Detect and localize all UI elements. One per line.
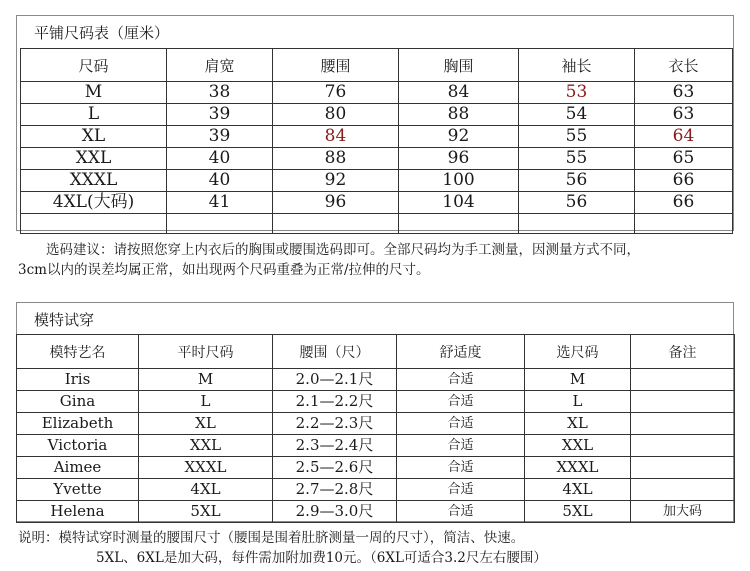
usual-size-cell: L (139, 391, 273, 413)
waist-cell: 2.5—2.6尺 (273, 457, 397, 479)
comfort-cell: 合适 (397, 435, 525, 457)
usual-size-cell: 5XL (139, 501, 273, 523)
bust-cell: 88 (399, 104, 519, 126)
sleeve-cell: 53 (519, 82, 635, 104)
waist-cell: 2.1—2.2尺 (273, 391, 397, 413)
model-tryon-title: 模特试穿 (34, 311, 95, 329)
shoulder-cell: 41 (167, 192, 273, 214)
waist-cell: 2.0—2.1尺 (273, 369, 397, 391)
chosen-size-cell: XXXL (525, 457, 631, 479)
chosen-size-cell: XL (525, 413, 631, 435)
waist-cell: 76 (273, 82, 399, 104)
size-chart-title: 平铺尺码表（厘米） (34, 24, 170, 42)
bust-cell: 96 (399, 148, 519, 170)
header-chosen-size: 选尺码 (525, 335, 631, 369)
chosen-size-cell: XXL (525, 435, 631, 457)
size-advice-note-continued: 3cm以内的误差均属正常，如出现两个尺码重叠为正常/拉伸的尺寸。 (18, 262, 430, 278)
bust-cell: 104 (399, 192, 519, 214)
header-waist: 腰围 (273, 49, 399, 82)
model-name-cell: Aimee (17, 457, 139, 479)
length-cell: 66 (635, 192, 733, 214)
model-name-cell: Helena (17, 501, 139, 523)
header-bust: 胸围 (399, 49, 519, 82)
waist-cell: 84 (273, 126, 399, 148)
comfort-cell: 合适 (397, 479, 525, 501)
shoulder-cell: 39 (167, 126, 273, 148)
model-name-cell: Yvette (17, 479, 139, 501)
size-cell: M (21, 82, 167, 104)
model-tryon-table (16, 334, 735, 523)
bust-cell: 84 (399, 82, 519, 104)
bust-cell: 92 (399, 126, 519, 148)
size-row (21, 148, 733, 170)
comfort-cell: 合适 (397, 501, 525, 523)
model-row (17, 369, 735, 391)
chosen-size-cell: L (525, 391, 631, 413)
shoulder-cell: 39 (167, 104, 273, 126)
size-row (21, 104, 733, 126)
size-chart-table (20, 48, 733, 234)
usual-size-cell: XXXL (139, 457, 273, 479)
header-waist-chi: 腰围（尺） (273, 335, 397, 369)
waist-cell: 2.7—2.8尺 (273, 479, 397, 501)
size-row (21, 192, 733, 214)
size-cell: XXXL (21, 170, 167, 192)
size-cell: XL (21, 126, 167, 148)
header-comfort: 舒适度 (397, 335, 525, 369)
waist-cell: 2.2—2.3尺 (273, 413, 397, 435)
size-row (21, 170, 733, 192)
model-row (17, 413, 735, 435)
length-cell: 64 (635, 126, 733, 148)
sleeve-cell: 55 (519, 148, 635, 170)
size-cell: 4XL(大码) (21, 192, 167, 214)
remarks-cell: 加大码 (631, 501, 735, 523)
chosen-size-cell: 5XL (525, 501, 631, 523)
size-row (21, 126, 733, 148)
waist-cell: 2.3—2.4尺 (273, 435, 397, 457)
shoulder-cell: 38 (167, 82, 273, 104)
comfort-cell: 合适 (397, 457, 525, 479)
sleeve-cell: 56 (519, 170, 635, 192)
model-row (17, 479, 735, 501)
size-cell: L (21, 104, 167, 126)
header-remarks: 备注 (631, 335, 735, 369)
length-cell: 63 (635, 82, 733, 104)
comfort-cell: 合适 (397, 391, 525, 413)
model-row (17, 391, 735, 413)
usual-size-cell: XXL (139, 435, 273, 457)
comfort-cell: 合适 (397, 413, 525, 435)
plus-size-note: 5XL、6XL是加大码，每件需加附加费10元。（6XL可适合3.2尺左右腰围） (96, 550, 547, 566)
model-name-cell: Elizabeth (17, 413, 139, 435)
remarks-cell (631, 391, 735, 413)
sleeve-cell: 56 (519, 192, 635, 214)
shoulder-cell: 40 (167, 148, 273, 170)
sleeve-cell: 55 (519, 126, 635, 148)
model-row (17, 501, 735, 523)
remarks-cell (631, 413, 735, 435)
length-cell: 65 (635, 148, 733, 170)
sleeve-cell: 54 (519, 104, 635, 126)
header-size: 尺码 (21, 49, 167, 82)
model-table-header-row (17, 335, 735, 369)
remarks-cell (631, 435, 735, 457)
remarks-cell (631, 457, 735, 479)
size-advice-note: 选码建议：请按照您穿上内衣后的胸围或腰围选码即可。全部尺码均为手工测量，因测量方式不同， (46, 242, 640, 258)
size-cell: XXL (21, 148, 167, 170)
waist-cell: 2.9—3.0尺 (273, 501, 397, 523)
waist-cell: 92 (273, 170, 399, 192)
model-name-cell: Iris (17, 369, 139, 391)
model-name-cell: Victoria (17, 435, 139, 457)
header-shoulder: 肩宽 (167, 49, 273, 82)
header-model-name: 模特艺名 (17, 335, 139, 369)
shoulder-cell: 40 (167, 170, 273, 192)
remarks-cell (631, 479, 735, 501)
length-cell: 63 (635, 104, 733, 126)
size-chart-header-row (21, 49, 733, 82)
waist-cell: 96 (273, 192, 399, 214)
header-sleeve: 袖长 (519, 49, 635, 82)
header-usual-size: 平时尺码 (139, 335, 273, 369)
usual-size-cell: XL (139, 413, 273, 435)
bust-cell: 100 (399, 170, 519, 192)
waist-cell: 88 (273, 148, 399, 170)
empty-row (21, 214, 733, 234)
usual-size-cell: M (139, 369, 273, 391)
remarks-cell (631, 369, 735, 391)
chosen-size-cell: 4XL (525, 479, 631, 501)
waist-cell: 80 (273, 104, 399, 126)
comfort-cell: 合适 (397, 369, 525, 391)
model-explanation-note: 说明：模特试穿时测量的腰围尺寸（腰围是围着肚脐测量一周的尺寸），简洁、快速。 (18, 530, 525, 546)
model-name-cell: Gina (17, 391, 139, 413)
model-row (17, 457, 735, 479)
size-row (21, 82, 733, 104)
usual-size-cell: 4XL (139, 479, 273, 501)
chosen-size-cell: M (525, 369, 631, 391)
model-row (17, 435, 735, 457)
header-length: 衣长 (635, 49, 733, 82)
length-cell: 66 (635, 170, 733, 192)
